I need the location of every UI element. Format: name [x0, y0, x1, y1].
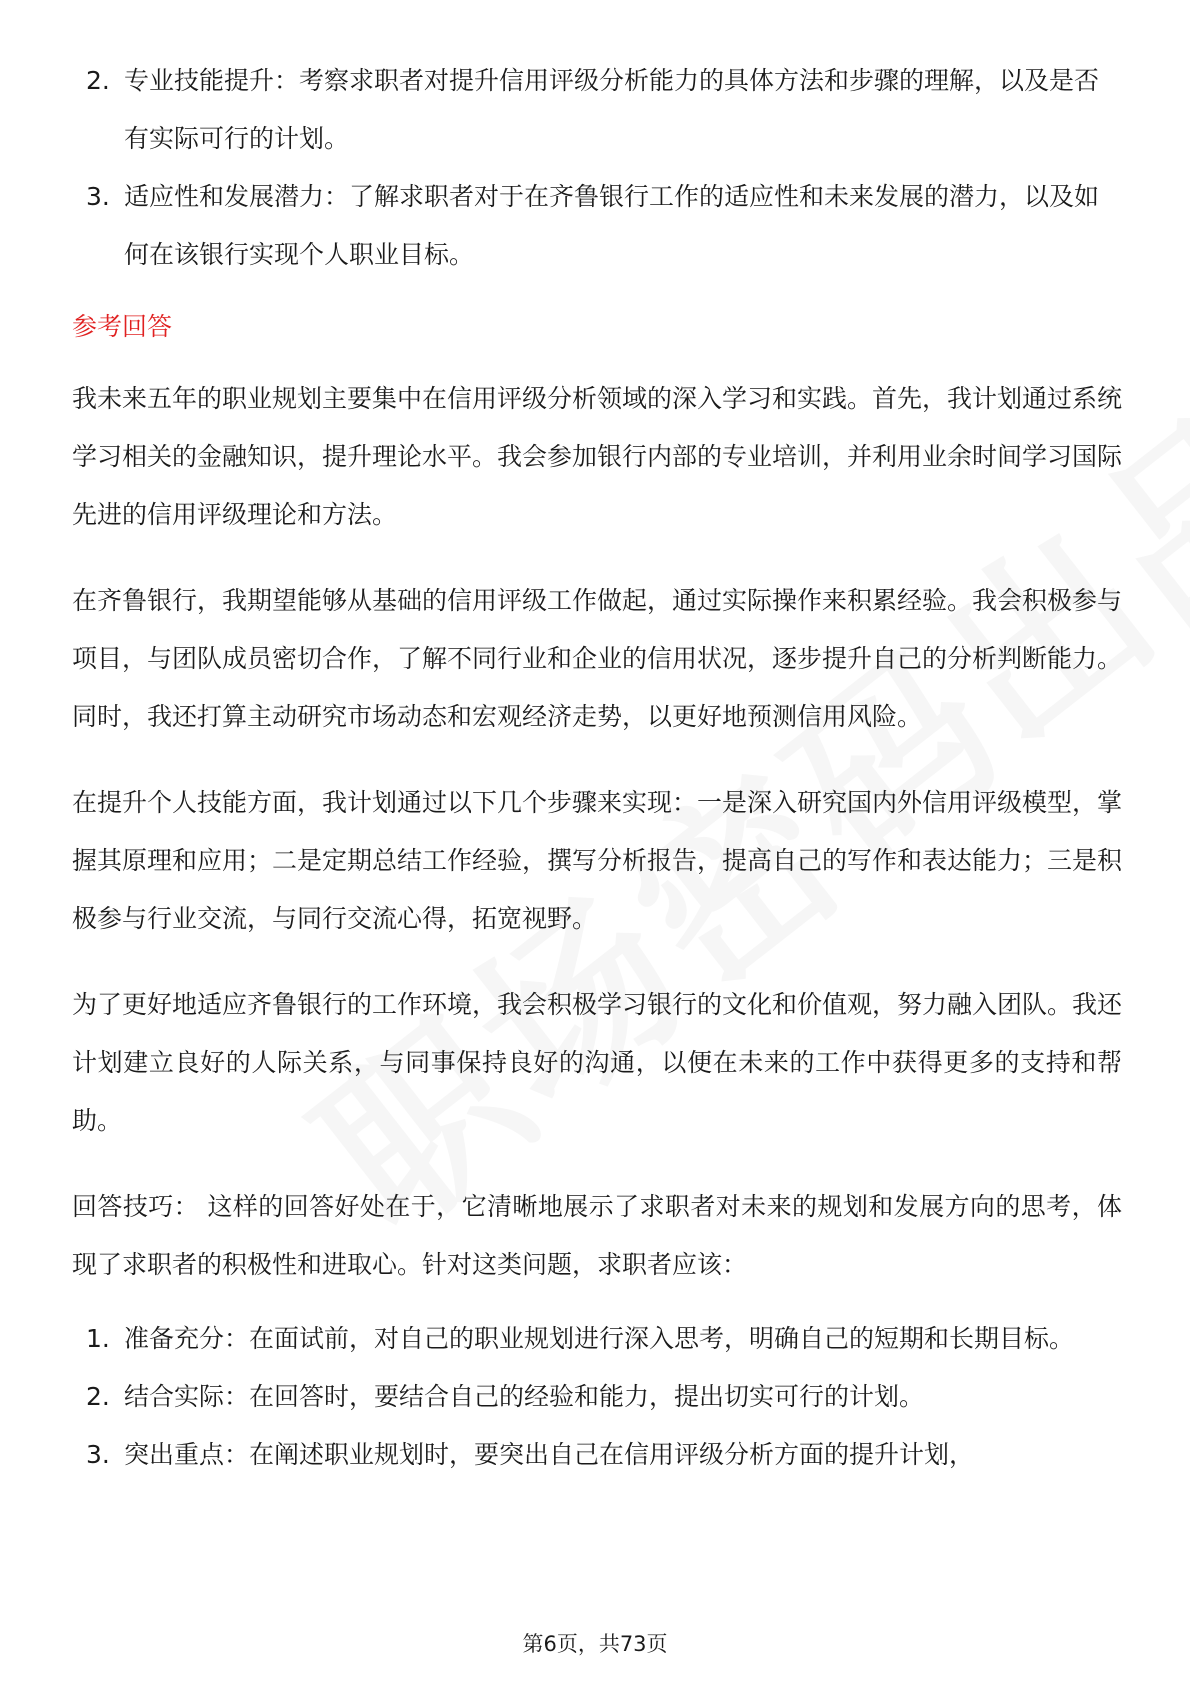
paragraph: 在提升个人技能方面，我计划通过以下几个步骤来实现：一是深入研究国内外信用评级模型，掌握其原理和应用；二是定期总结工作经验，撰写分析报告，提高自己的写作和表达能力；三是积极参与行业交流，与同行交流心得，拓宽视野。: [72, 788, 1123, 933]
paragraph: 为了更好地适应齐鲁银行的工作环境，我会积极学习银行的文化和价值观，努力融入团队。我还计划建立良好的人际关系，与同事保持良好的沟通，以便在未来的工作中获得更多的支持和帮助。: [72, 990, 1123, 1135]
bottom-list: [72, 1310, 1122, 1484]
list-number: 1.: [86, 1324, 110, 1353]
list-item: [72, 168, 1122, 284]
list-text: 结合实际：在回答时，要结合自己的经验和能力，提出切实可行的计划。: [124, 1382, 925, 1411]
paragraph: 回答技巧： 这样的回答好处在于，它清晰地展示了求职者对未来的规划和发展方向的思考，体现了求职者的积极性和进取心。针对这类问题，求职者应该：: [72, 1192, 1122, 1279]
paragraph: 我未来五年的职业规划主要集中在信用评级分析领域的深入学习和实践。首先，我计划通过系统学习相关的金融知识，提升理论水平。我会参加银行内部的专业培训，并利用业余时间学习国际先进的信用评级理论和方法。: [72, 384, 1123, 529]
list-item: [72, 52, 1122, 168]
list-number: 3.: [86, 1440, 110, 1469]
list-text: 准备充分：在面试前，对自己的职业规划进行深入思考，明确自己的短期和长期目标。: [124, 1324, 1075, 1353]
list-item: [72, 1368, 1122, 1426]
list-number: 3.: [86, 182, 110, 211]
paragraph: 在齐鲁银行，我期望能够从基础的信用评级工作做起，通过实际操作来积累经验。我会积极参与项目，与团队成员密切合作，了解不同行业和企业的信用状况，逐步提升自己的分析判断能力。同时，我还打算主动研究市场动态和宏观经济走势，以更好地预测信用风险。: [72, 586, 1123, 731]
section-heading: 参考回答: [72, 312, 173, 341]
list-item: [72, 1310, 1122, 1368]
page-footer: 第6页，共73页: [522, 1632, 668, 1656]
list-number: 2.: [86, 66, 110, 95]
list-number: 2.: [86, 1382, 110, 1411]
list-text: 专业技能提升：考察求职者对提升信用评级分析能力的具体方法和步骤的理解，以及是否有实际可行的计划。: [124, 66, 1100, 153]
top-list: [72, 52, 1122, 284]
list-text: 适应性和发展潜力：了解求职者对于在齐鲁银行工作的适应性和未来发展的潜力，以及如何在该银行实现个人职业目标。: [124, 182, 1100, 269]
document-page: [72, 52, 1122, 1484]
list-item: [72, 1426, 1122, 1484]
list-text: 突出重点：在阐述职业规划时，要突出自己在信用评级分析方面的提升计划，: [124, 1440, 975, 1469]
